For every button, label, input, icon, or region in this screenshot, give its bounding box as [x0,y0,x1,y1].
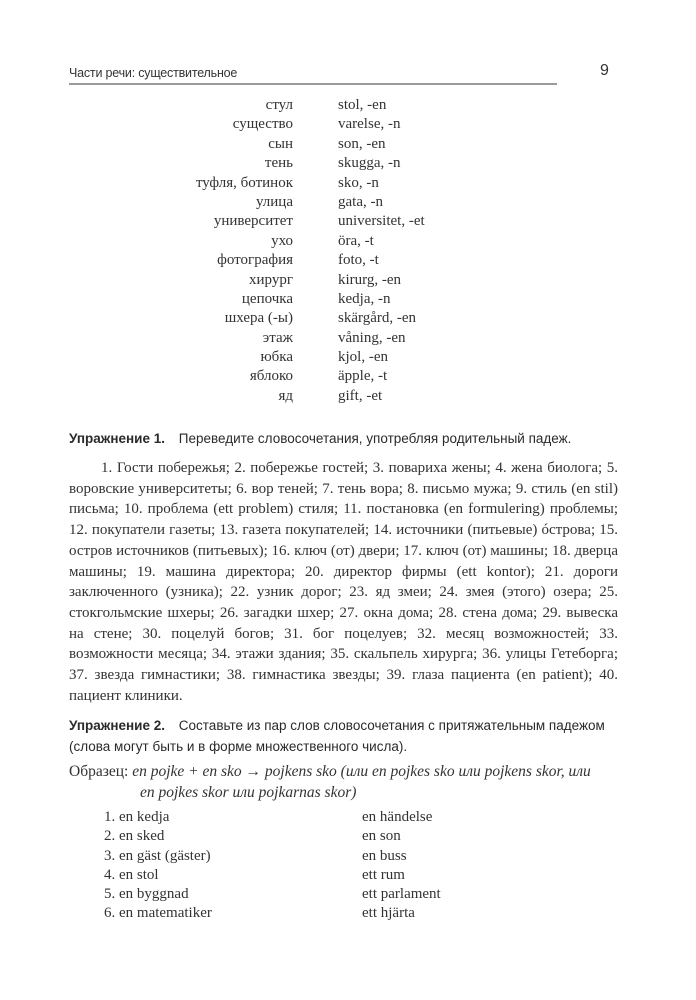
swedish-word: skärgård, -en [338,310,417,327]
vocab-row [0,96,696,115]
swedish-word: våning, -en [338,329,406,346]
swedish-word: stol, -en [338,97,387,113]
pair-row [104,847,441,866]
pair-left: 3. en gäst (gäster) [104,847,211,864]
swedish-word: öra, -t [338,232,374,249]
exercise-2-label: Упражнение 2. [69,718,165,733]
vocab-row [0,348,696,367]
russian-word: стул [265,97,293,113]
vocab-row [0,174,696,193]
sample-line-1: en pojke + en sko → pojkens sko (или en pojkes sko или pojkens skor, или [132,763,591,780]
swedish-word: kedja, -n [338,290,391,307]
russian-word: улица [255,193,293,210]
swedish-word: gift, -et [338,387,383,404]
russian-word: яд [278,387,293,404]
vocab-row [0,309,696,328]
pair-right: en buss [362,847,407,864]
swedish-word: foto, -t [338,252,379,269]
russian-word: этаж [262,329,293,346]
vocab-row [0,193,696,212]
vocab-row [0,115,696,134]
vocab-row [0,232,696,251]
russian-word: туфля, ботинок [195,174,293,191]
pair-row [104,885,441,904]
swedish-word: son, -en [338,135,386,152]
swedish-word: kjol, -en [338,349,388,366]
exercise-2-heading [69,715,625,757]
pair-right: ett hjärta [362,905,415,922]
vocab-row [0,367,696,386]
swedish-word: skugga, -n [338,155,401,172]
exercise-1-heading [69,428,629,449]
vocab-row [0,387,696,406]
sample-label: Образец: [69,763,129,780]
vocab-row [0,212,696,231]
exercise-2-sample [69,762,629,803]
russian-word: яблоко [249,368,293,385]
swedish-word: kirurg, -en [338,271,402,288]
russian-word: ухо [271,232,293,249]
pair-right: ett parlament [362,886,441,903]
exercise-2-instruction: Составьте из пар слов словосочетания с притяжательным падежом (слова могут быть и в форме множественного числа). [69,718,605,754]
vocab-row [0,251,696,270]
russian-word: юбка [260,349,293,366]
vocab-row [0,154,696,173]
pair-right: en händelse [362,809,433,825]
pair-row [104,808,441,827]
russian-word: существо [232,116,293,133]
exercise-1-instruction: Переведите словосочетания, употребляя родительный падеж. [178,431,572,446]
exercise-2-pairs [104,808,441,924]
pair-left: 1. en kedja [104,809,170,825]
exercise-1-text: 1. Гости побережья; 2. побережье гостей; 3. повариха жены; 4. жена биолога; 5. воровские университеты; 6. вор теней; 7. тень вора; 8. письмо мужа; 9. стиль (en stil) письма; 10. проблема (ett problem) стиля; 11. постановка (en formulering) проблемы; 12. покупатели газеты; 13. газета покупателей; 14. источники (питьевые) óстрова; 15. остров источников (питьевых); 16. ключ (от) двери; 17. ключ (от) машины; 18. дверца машины; 19. машина директора; 20. директор фирмы (ett kontor); 21. дороги заключенного (узника); 22. узник дорог; 23. яд змеи; 24. змея (этого) озера; 25. стокгольмские шхеры; 26. загадки шхер; 27. окна дома; 28. стена дома; 29. вывеска на стене; 30. поцелуй богов; 31. бог поцелуев; 32. месяц возможностей; 33. возможности месяца; 34. этажи здания; 35. скальпель хирурга; 36. улицы Гетеборга; 37. звезда гимнастики; 38. гимнастика звезды; 39. глаза пациента (en patient); 40. пациент клиники. [69,460,618,704]
pair-right: en son [362,828,401,845]
vocab-row [0,329,696,348]
swedish-word: gata, -n [338,193,383,210]
vocab-row [0,290,696,309]
russian-word: хирург [249,271,293,288]
vocabulary-list [0,96,696,406]
page-number: 9 [600,62,609,79]
russian-word: университет [213,213,293,230]
vocab-row [0,271,696,290]
pair-row [104,866,441,885]
russian-word: сын [268,135,293,152]
running-title: Части речи: существительное [69,66,557,85]
pair-left: 4. en stol [104,866,159,883]
russian-word: цепочка [241,290,293,307]
pair-left: 6. en matematiker [104,905,212,922]
swedish-word: universitet, -et [338,213,425,230]
pair-left: 5. en byggnad [104,886,189,903]
swedish-word: äpple, -t [338,368,388,385]
russian-word: шхера (-ы) [224,310,293,327]
pair-right: ett rum [362,866,405,883]
pair-row [104,904,441,923]
russian-word: фотография [217,252,293,269]
russian-word: тень [264,155,293,172]
pair-row [104,827,441,846]
exercise-1-label: Упражнение 1. [69,431,165,446]
swedish-word: varelse, -n [338,116,401,133]
swedish-word: sko, -n [338,174,379,191]
vocab-row [0,135,696,154]
pair-left: 2. en sked [104,828,165,845]
sample-line-2: en pojkes skor или pojkarnas skor) [140,783,357,801]
